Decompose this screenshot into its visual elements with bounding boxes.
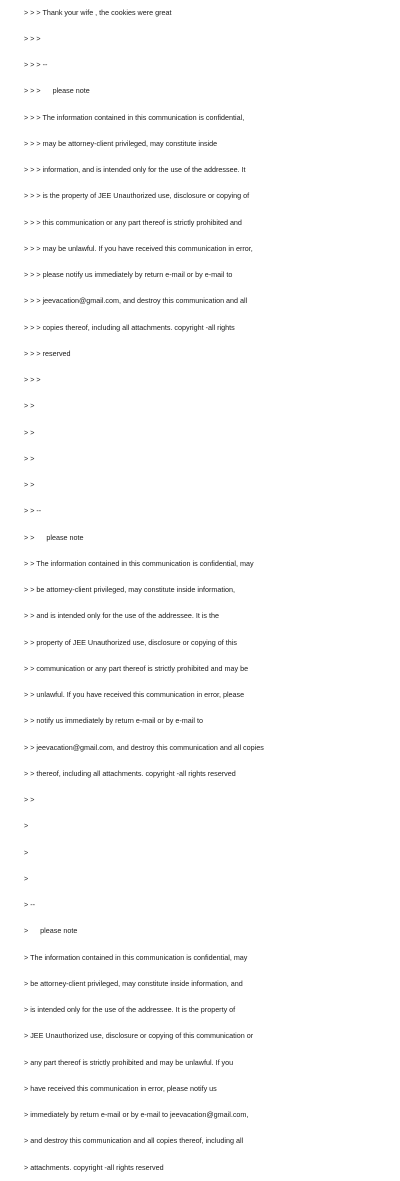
text-line: > > be attorney-client privileged, may constitute inside information,	[24, 585, 235, 594]
text-line: > > --	[24, 506, 42, 516]
text-line: > > > The information contained in this communication is confidential,	[24, 112, 245, 122]
text-line: > > jeevacation@gmail.com, and destroy this communication and all copies	[24, 742, 264, 752]
text-line: > have received this communication in error, please notify us	[24, 1083, 217, 1093]
text-line: > > > jeevacation@gmail.com, and destroy this communication and all	[24, 296, 248, 306]
text-line: > The information contained in this communication is confidential, may	[24, 952, 248, 962]
text-line: >	[24, 821, 29, 831]
text-line: > >	[24, 401, 35, 411]
text-line: > > property of JEE Unauthorized use, disclosure or copying of this	[24, 637, 237, 647]
text-line: >	[24, 873, 29, 883]
text-line: > > > reserved	[24, 348, 71, 358]
email-quoted-body	[24, 0, 396, 1181]
text-line: > > please note	[24, 532, 84, 542]
text-line: > > > copies thereof, including all attachments. copyright -all rights	[24, 322, 235, 332]
text-line: > > The information contained in this communication is confidential, may	[24, 558, 254, 568]
text-line: > please note	[24, 926, 78, 936]
text-line: > JEE Unauthorized use, disclosure or copying of this communication or	[24, 1031, 254, 1041]
text-line: > > > information, and is intended only for the use of the addressee. It	[24, 165, 246, 174]
text-line: > > > please notify us immediately by return e-mail or by e-mail to	[24, 270, 233, 279]
text-line: > and destroy this communication and all copies thereof, including all	[24, 1136, 244, 1146]
text-line: > > > --	[24, 60, 48, 69]
text-line: > >	[24, 453, 35, 463]
text-line: > > > is the property of JEE Unauthorized use, disclosure or copying of	[24, 191, 250, 201]
text-line: >	[24, 847, 29, 857]
text-line: > > >	[24, 33, 41, 43]
text-line: > > > this communication or any part thereof is strictly prohibited and	[24, 217, 242, 227]
text-line: > > > may be attorney-client privileged, may constitute inside	[24, 138, 218, 148]
text-line: > > unlawful. If you have received this communication in error, please	[24, 690, 245, 699]
text-line: > attachments. copyright -all rights reserved	[24, 1162, 164, 1172]
text-line: > be attorney-client privileged, may constitute inside information, and	[24, 978, 243, 988]
text-line: > >	[24, 480, 35, 489]
text-line: > >	[24, 427, 35, 437]
text-line: > is intended only for the use of the addressee. It is the property of	[24, 1005, 236, 1014]
text-line: > > > please note	[24, 86, 90, 96]
text-line: > > notify us immediately by return e-mail or by e-mail to	[24, 716, 203, 726]
text-line: > > >	[24, 375, 41, 384]
text-line: > >	[24, 795, 35, 804]
text-line: > > > Thank your wife , the cookies were great	[24, 7, 172, 17]
text-line: > > > may be unlawful. If you have received this communication in error,	[24, 243, 253, 253]
text-line: > > communication or any part thereof is strictly prohibited and may be	[24, 663, 249, 673]
text-line: > immediately by return e-mail or by e-mail to jeevacation@gmail.com,	[24, 1110, 249, 1119]
text-line: > > and is intended only for the use of the addressee. It is the	[24, 611, 219, 621]
text-line: > > thereof, including all attachments. copyright -all rights reserved	[24, 768, 236, 778]
text-line: > any part thereof is strictly prohibited and may be unlawful. If you	[24, 1057, 234, 1067]
text-line: > --	[24, 900, 35, 909]
